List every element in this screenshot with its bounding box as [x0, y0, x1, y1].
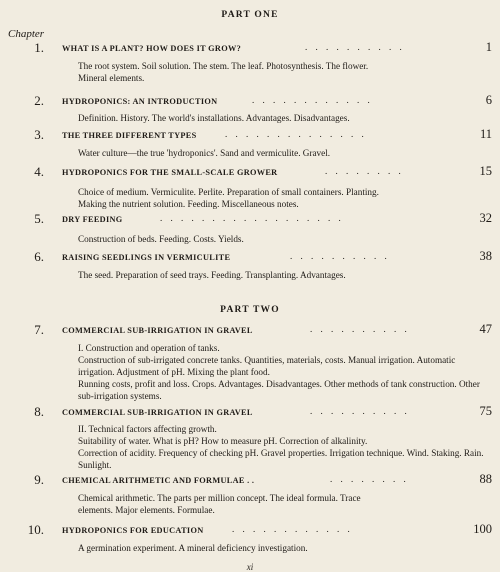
page-number: 75: [479, 404, 492, 418]
dot-leaders: . . . . . . . .: [325, 166, 404, 176]
chapter-description-line-1: Water culture—the true 'hydroponics'. Sand and vermiculite. Gravel.: [78, 148, 331, 158]
chapter-column-label: Chapter: [8, 28, 45, 40]
chapter-number: 5.: [34, 211, 44, 226]
chapter-description-line-1: II. Technical factors affecting growth.: [78, 424, 217, 434]
chapter-description-line-2: Mineral elements.: [78, 73, 145, 83]
chapter-number: 7.: [34, 322, 44, 337]
chapter-description-line-1: The seed. Preparation of seed trays. Feeding. Transplanting. Advantages.: [78, 270, 346, 280]
chapter-description-line-1: Chemical arithmetic. The parts per million concept. The ideal formula. Trace: [78, 493, 361, 503]
chapter-title: WHAT IS A PLANT? HOW DOES IT GROW?: [62, 44, 242, 53]
chapter-number: 6.: [34, 249, 44, 264]
dot-leaders: . . . . . . . .: [330, 474, 409, 484]
page-number: 88: [479, 472, 492, 486]
page-number: 11: [479, 127, 492, 141]
chapter-description-line-2: Construction of sub-irrigated concrete tanks. Quantities, materials, costs. Manual irrigation. Automatic irrigation. Adjustment of pH. Mixing the plant food.: [78, 355, 456, 377]
chapter-title: HYDROPONICS FOR EDUCATION: [62, 526, 204, 535]
dot-leaders: . . . . . . . . . .: [305, 42, 405, 52]
chapter-number: 2.: [34, 93, 44, 108]
part-one-heading: PART ONE: [221, 10, 279, 20]
page-number: 38: [479, 249, 492, 263]
chapter-description-line-1: I. Construction and operation of tanks.: [78, 343, 220, 353]
chapter-title: HYDROPONICS: AN INTRODUCTION: [62, 97, 218, 106]
part-two-heading: PART TWO: [220, 305, 280, 315]
chapter-title: THE THREE DIFFERENT TYPES: [62, 131, 197, 140]
chapter-description-line-1: Definition. History. The world's installations. Advantages. Disadvantages.: [78, 113, 350, 123]
chapter-title: CHEMICAL ARITHMETIC AND FORMULAE . .: [62, 476, 255, 485]
chapter-number: 10.: [27, 522, 44, 537]
page-footer-folio: xi: [246, 562, 254, 572]
chapter-title: COMMERCIAL SUB-IRRIGATION IN GRAVEL: [62, 326, 253, 335]
chapter-title: HYDROPONICS FOR THE SMALL-SCALE GROWER: [62, 168, 278, 177]
page-number: 100: [473, 522, 492, 536]
chapter-title: DRY FEEDING: [62, 215, 123, 224]
chapter-description-line-3: Running costs, profit and loss. Crops. Advantages. Disadvantages. Other methods of tank construction. Other sub-irrigation systems.: [78, 379, 480, 401]
page-number: 6: [485, 93, 492, 107]
dot-leaders: . . . . . . . . . . . . . .: [225, 129, 367, 139]
page-number: 47: [479, 322, 492, 336]
chapter-description-line-3: Correction of acidity. Frequency of checking pH. Gravel properties. Irrigation technique. Wind. Staking. Rain. Sunlight.: [78, 448, 484, 470]
chapter-number: 9.: [34, 472, 44, 487]
chapter-description-line-2: Suitability of water. What is pH? How to measure pH. Correction of alkalinity.: [78, 436, 368, 446]
chapter-number: 3.: [34, 127, 44, 142]
chapter-title: COMMERCIAL SUB-IRRIGATION IN GRAVEL: [62, 408, 253, 417]
chapter-title: RAISING SEEDLINGS IN VERMICULITE: [62, 253, 231, 262]
chapter-description-line-1: Construction of beds. Feeding. Costs. Yields.: [78, 234, 244, 244]
dot-leaders: . . . . . . . . . .: [310, 406, 410, 416]
dot-leaders: . . . . . . . . . .: [310, 324, 410, 334]
chapter-description-line-1: A germination experiment. A mineral deficiency investigation.: [78, 543, 308, 553]
chapter-description-line-1: Choice of medium. Vermiculite. Perlite. Preparation of small containers. Planting.: [78, 187, 379, 197]
dot-leaders: . . . . . . . . . . . .: [232, 524, 353, 534]
chapter-description-line-1: The root system. Soil solution. The stem. The leaf. Photosynthesis. The flower.: [78, 61, 369, 71]
chapter-number: 4.: [34, 164, 44, 179]
page-number: 15: [479, 164, 492, 178]
dot-leaders: . . . . . . . . . . . . . . . . . .: [160, 213, 344, 223]
chapter-number: 8.: [34, 404, 44, 419]
page-number: 1: [485, 40, 492, 54]
chapter-number: 1.: [34, 40, 44, 55]
dot-leaders: . . . . . . . . . .: [290, 251, 390, 261]
dot-leaders: . . . . . . . . . . . .: [252, 95, 373, 105]
chapter-description-line-2: elements. Major elements. Formulae.: [78, 505, 215, 515]
chapter-description-line-2: Making the nutrient solution. Feeding. Miscellaneous notes.: [78, 199, 299, 209]
page-number: 32: [479, 211, 492, 225]
